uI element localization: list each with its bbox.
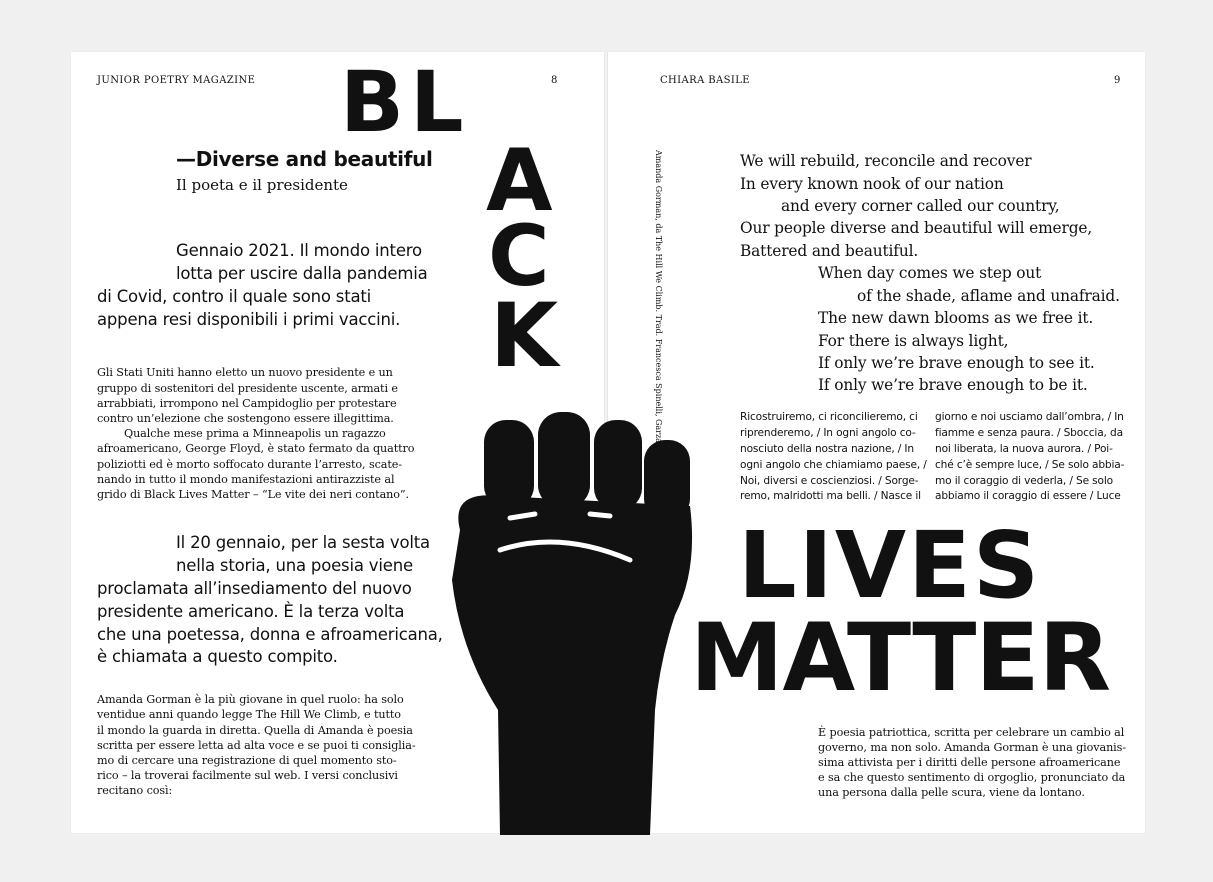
body-line: e sa che questo sentimento di orgoglio, pronunciato da (818, 771, 1126, 784)
body-line: contro un’elezione che sostengono essere illegittima. (97, 412, 394, 425)
black-word-bl: BL (340, 53, 470, 151)
translation-line: fiamme e senza paura. / Sboccia, da (935, 427, 1123, 439)
lead-line: presidente americano. È la terza volta (97, 602, 405, 621)
translation-line: mo il coraggio di vederla, / Se solo (935, 475, 1113, 487)
lead-line: nella storia, una poesia viene (176, 556, 413, 575)
body-line: il mondo la guarda in diretta. Quella di Amanda è poesia (97, 724, 413, 737)
lead-line: di Covid, contro il quale sono stati (97, 287, 372, 306)
poem-line: For there is always light, (818, 332, 1009, 350)
poem-line: and every corner called our country, (781, 197, 1060, 215)
body-line: gruppo di sostenitori del presidente uscente, armati e (97, 382, 398, 395)
translation-line: ché c’è sempre luce, / Se solo abbia- (935, 459, 1125, 471)
page-number-left: 8 (551, 75, 558, 86)
poem-line: In every known nook of our nation (740, 175, 1004, 193)
translation-line: noi liberata, la nuova aurora. / Poi- (935, 443, 1113, 455)
running-head-left: JUNIOR POETRY MAGAZINE (97, 75, 256, 86)
body-line: nando in tutto il mondo manifestazioni antirazziste al (97, 473, 395, 486)
body-line: grido di Black Lives Matter – “Le vite dei neri contano”. (97, 488, 409, 501)
body-line: governo, ma non solo. Amanda Gorman è una giovanis- (818, 741, 1126, 754)
lead-line: Il 20 gennaio, per la sesta volta (176, 533, 430, 552)
translation-line: giorno e noi usciamo dall’ombra, / In (935, 411, 1124, 423)
black-letter-a: A (486, 131, 553, 231)
body-line: sima attivista per i diritti delle persone afroamericane (818, 756, 1121, 769)
translation-line: riprenderemo, / In ogni angolo co- (740, 427, 916, 439)
poem-line: The new dawn blooms as we free it. (818, 309, 1094, 327)
lead-line: proclamata all’insediamento del nuovo (97, 579, 412, 598)
poem-line: Our people diverse and beautiful will emerge, (740, 219, 1093, 237)
translation-line: abbiamo il coraggio di essere / Luce (935, 490, 1121, 502)
translation-line: Ricostruiremo, ci riconcilieremo, ci (740, 411, 918, 423)
translation-line: remo, malridotti ma belli. / Nasce il (740, 490, 921, 502)
body-line: poliziotti ed è morto soffocato durante l’arresto, scate- (97, 458, 402, 471)
black-letter-c: C (488, 207, 550, 305)
poem-line: We will rebuild, reconcile and recover (740, 152, 1032, 170)
poem-line: If only we’re brave enough to be it. (818, 376, 1088, 394)
body-line: recitano così: (97, 784, 173, 797)
article-subtitle-secondary: Il poeta e il presidente (176, 176, 348, 194)
poem-line: If only we’re brave enough to see it. (818, 354, 1095, 372)
body-line: mo di cercare una registrazione di quel momento sto- (97, 754, 397, 767)
article-subtitle: —Diverse and beautiful (176, 147, 433, 171)
translation-line: ogni angolo che chiamiamo paese, / (740, 459, 927, 471)
body-line: scritta per essere letta ad alta voce e se puoi ti consiglia- (97, 739, 416, 752)
lead-line: Gennaio 2021. Il mondo intero (176, 241, 422, 260)
body-line: Amanda Gorman è la più giovane in quel ruolo: ha solo (97, 693, 404, 706)
lead-line: appena resi disponibili i primi vaccini. (97, 310, 401, 329)
translation-line: Noi, diversi e coscienziosi. / Sorge- (740, 475, 919, 487)
lead-line: che una poetessa, donna e afroamericana, (97, 625, 443, 644)
body-line: afroamericano, George Floyd, è stato fermato da quattro (97, 442, 415, 455)
running-head-right: CHIARA BASILE (660, 75, 750, 86)
poem-line: of the shade, aflame and unafraid. (857, 287, 1120, 305)
body-line: Qualche mese prima a Minneapolis un ragazzo (124, 427, 386, 440)
matter-word: MATTER (690, 604, 1110, 713)
body-line: una persona dalla pelle scura, viene da lontano. (818, 786, 1085, 799)
lives-word: LIVES (738, 512, 1042, 619)
body-line: arrabbiati, irrompono nel Campidoglio per protestare (97, 397, 397, 410)
page-number-right: 9 (1114, 75, 1121, 86)
poem-line: When day comes we step out (818, 264, 1042, 282)
body-line: ventidue anni quando legge The Hill We Climb, e tutto (97, 708, 401, 721)
black-letter-k: K (490, 284, 559, 387)
poem-source-caption: Amanda Gorman, da The Hill We Climb. Trad. Francesca Spinelli, Garzanti, 2021. (654, 150, 663, 482)
body-line: rico – la troverai facilmente sul web. I versi conclusivi (97, 769, 398, 782)
lead-line: lotta per uscire dalla pandemia (176, 264, 428, 283)
body-line: Gli Stati Uniti hanno eletto un nuovo presidente e un (97, 366, 393, 379)
lead-line: è chiamata a questo compito. (97, 647, 338, 666)
body-line: È poesia patriottica, scritta per celebrare un cambio al (818, 726, 1125, 739)
poem-line: Battered and beautiful. (740, 242, 919, 260)
translation-line: nosciuto della nostra nazione, / In (740, 443, 914, 455)
